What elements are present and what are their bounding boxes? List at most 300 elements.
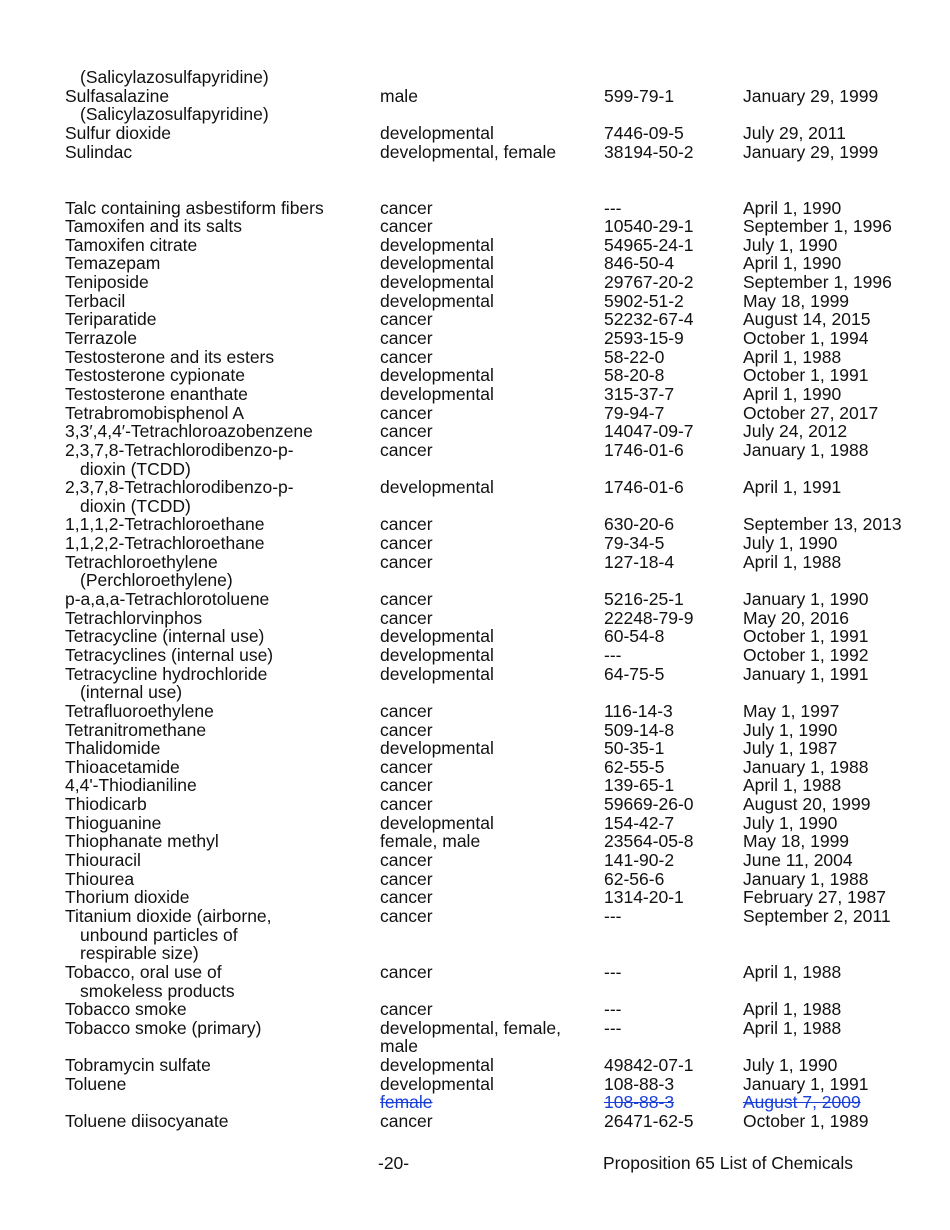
cas-number-cell (604, 553, 734, 572)
cas-number: 5216-25-1 (604, 589, 684, 610)
date-listed-cell (743, 217, 943, 236)
chemical-name-cell (65, 404, 370, 423)
toxicity-type-cell (380, 273, 595, 292)
date-listed: April 1, 1990 (743, 383, 842, 404)
table-row (0, 292, 950, 311)
cas-number: 49842-07-1 (604, 1055, 694, 1076)
cas-number-cell (604, 310, 734, 329)
toxicity-type: cancer (380, 533, 433, 554)
date-listed: January 1, 1991 (743, 663, 869, 684)
toxicity-type: cancer (380, 887, 433, 908)
table-row (0, 68, 950, 87)
toxicity-type: cancer (380, 197, 433, 218)
date-listed: September 13, 2013 (743, 514, 902, 535)
toxicity-type: male (380, 85, 418, 106)
chemical-name-cell (65, 721, 370, 740)
cas-number-cell (604, 963, 734, 982)
toxicity-type: female (380, 1092, 433, 1113)
table-row (0, 534, 950, 553)
toxicity-type-cell (380, 1000, 595, 1019)
date-listed-cell (743, 124, 943, 143)
chemical-name: Sulfasalazine (65, 85, 170, 106)
date-listed-cell (743, 273, 943, 292)
toxicity-type-cell (380, 907, 595, 926)
chemical-name-cell (65, 143, 370, 162)
date-listed-cell (743, 963, 943, 982)
date-listed: July 24, 2012 (743, 421, 848, 442)
date-listed: August 14, 2015 (743, 309, 871, 330)
toxicity-type: cancer (380, 589, 433, 610)
toxicity-type-cell (380, 143, 595, 162)
chemical-name-cell (65, 292, 370, 311)
chemical-name-cell (65, 478, 370, 515)
date-listed-cell (743, 609, 943, 628)
chemical-name: dioxin (TCDD) (80, 495, 191, 516)
date-listed: July 1, 1990 (743, 812, 838, 833)
cas-number: 59669-26-0 (604, 794, 694, 815)
chemical-name-cell (65, 199, 370, 218)
chemical-name: Temazepam (65, 253, 161, 274)
chemical-name-cell (65, 627, 370, 646)
chemical-name: Tamoxifen and its salts (65, 216, 243, 237)
chemical-name: Testosterone and its esters (65, 346, 275, 367)
chemical-name-cell (65, 609, 370, 628)
cas-number-cell (604, 515, 734, 534)
toxicity-type: cancer (380, 607, 433, 628)
toxicity-type: cancer (380, 719, 433, 740)
cas-number: 127-18-4 (604, 551, 675, 572)
chemical-name: Tetrachloroethylene (65, 551, 218, 572)
chemical-name: dioxin (TCDD) (80, 458, 191, 479)
chemical-name: smokeless products (80, 980, 235, 1001)
chemical-name: 1,1,2,2-Tetrachloroethane (65, 533, 265, 554)
cas-number: --- (604, 961, 622, 982)
chemical-name: Tobacco smoke (primary) (65, 1017, 262, 1038)
cas-number: 846-50-4 (604, 253, 675, 274)
chemical-name-cell (65, 124, 370, 143)
chemical-name: (Perchloroethylene) (80, 570, 233, 591)
toxicity-type: cancer (380, 309, 433, 330)
cas-number: 60-54-8 (604, 626, 665, 647)
date-listed: August 7, 2009 (743, 1092, 861, 1113)
toxicity-type-cell (380, 199, 595, 218)
cas-number-cell (604, 1112, 734, 1131)
chemical-name: Thiourea (65, 868, 135, 889)
cas-number-cell (604, 888, 734, 907)
date-listed: October 1, 1991 (743, 626, 869, 647)
table-row (0, 702, 950, 721)
cas-number: 29767-20-2 (604, 272, 694, 293)
cas-number: 599-79-1 (604, 85, 675, 106)
cas-number-cell (604, 758, 734, 777)
table-row (0, 310, 950, 329)
date-listed-cell (743, 478, 943, 497)
date-listed: October 1, 1992 (743, 644, 869, 665)
date-listed-cell (743, 721, 943, 740)
cas-number: 108-88-3 (604, 1092, 675, 1113)
date-listed: July 1, 1990 (743, 234, 838, 255)
cas-number: 509-14-8 (604, 719, 675, 740)
table-row (0, 851, 950, 870)
cas-number-cell (604, 87, 734, 106)
toxicity-type-cell (380, 366, 595, 385)
chemical-name-cell (65, 217, 370, 236)
table-row (0, 87, 950, 124)
chemical-name-cell (65, 832, 370, 851)
chemical-name: Thiodicarb (65, 794, 147, 815)
chemical-name-cell (65, 553, 370, 590)
date-listed-cell (743, 814, 943, 833)
date-listed-cell (743, 646, 943, 665)
date-listed: January 1, 1991 (743, 1073, 869, 1094)
toxicity-type: cancer (380, 905, 433, 926)
table-row (0, 888, 950, 907)
chemical-name: 2,3,7,8-Tetrachlorodibenzo-p- (65, 439, 294, 460)
date-listed-cell (743, 292, 943, 311)
date-listed: May 20, 2016 (743, 607, 850, 628)
toxicity-type-cell (380, 292, 595, 311)
date-listed: April 1, 1988 (743, 1017, 842, 1038)
cas-number-cell (604, 609, 734, 628)
date-listed-cell (743, 795, 943, 814)
date-listed-cell (743, 329, 943, 348)
date-listed-cell (743, 254, 943, 273)
toxicity-type-cell (380, 721, 595, 740)
toxicity-type-cell (380, 963, 595, 982)
chemical-name-cell (65, 590, 370, 609)
toxicity-type-cell (380, 665, 595, 684)
chemical-name: Tobacco smoke (65, 999, 187, 1020)
table-row (0, 254, 950, 273)
cas-number-cell (604, 422, 734, 441)
chemical-name-cell (65, 907, 370, 963)
chemical-name-cell (65, 236, 370, 255)
toxicity-type: developmental (380, 812, 494, 833)
toxicity-type: cancer (380, 346, 433, 367)
chemical-name: Thorium dioxide (65, 887, 190, 908)
table-row (0, 832, 950, 851)
chemical-name-cell (65, 963, 370, 1000)
date-listed-cell (743, 515, 943, 534)
toxicity-type: developmental (380, 477, 494, 498)
table-row (0, 273, 950, 292)
date-listed: April 1, 1991 (743, 477, 842, 498)
toxicity-type: cancer (380, 775, 433, 796)
table-row (0, 963, 950, 1000)
table-row (0, 739, 950, 758)
cas-number: 22248-79-9 (604, 607, 694, 628)
date-listed: January 1, 1990 (743, 589, 869, 610)
chemical-name-cell (65, 758, 370, 777)
cas-number-cell (604, 236, 734, 255)
toxicity-type: cancer (380, 868, 433, 889)
table-row (0, 422, 950, 441)
chemical-name-cell (65, 1075, 370, 1094)
cas-number-cell (604, 199, 734, 218)
table-row (0, 907, 950, 963)
toxicity-type: cancer (380, 328, 433, 348)
table-row (0, 515, 950, 534)
chemical-name: Sulindac (65, 141, 133, 162)
cas-number: 10540-29-1 (604, 216, 694, 237)
chemical-name: Toluene (65, 1073, 127, 1094)
cas-number: --- (604, 999, 622, 1020)
toxicity-type: developmental (380, 365, 494, 386)
date-listed: April 1, 1988 (743, 551, 842, 572)
date-listed-cell (743, 907, 943, 926)
table-row (0, 609, 950, 628)
chemical-name-cell (65, 776, 370, 795)
chemical-name-cell (65, 68, 370, 87)
toxicity-type-cell (380, 515, 595, 534)
chemical-name-cell (65, 515, 370, 534)
chemical-name: Teriparatide (65, 309, 157, 330)
date-listed-cell (743, 739, 943, 758)
cas-number: 7446-09-5 (604, 122, 684, 143)
chemical-name: Tobacco, oral use of (65, 961, 222, 982)
toxicity-type-cell (380, 217, 595, 236)
date-listed-cell (743, 776, 943, 795)
date-listed-cell (743, 851, 943, 870)
date-listed-cell (743, 758, 943, 777)
chemical-name: Terbacil (65, 290, 126, 311)
cas-number-cell (604, 1075, 734, 1112)
chemical-name: (Salicylazosulfapyridine) (80, 67, 269, 87)
chemical-name: p-a,a,a-Tetrachlorotoluene (65, 589, 270, 610)
table-row (0, 441, 950, 478)
chemical-name-cell (65, 851, 370, 870)
chemical-name-cell (65, 1000, 370, 1019)
date-listed: April 1, 1988 (743, 999, 842, 1020)
chemical-name: Sulfur dioxide (65, 122, 172, 143)
chemical-name-cell (65, 422, 370, 441)
chemical-name-cell (65, 1019, 370, 1038)
date-listed: April 1, 1990 (743, 253, 842, 274)
date-listed: April 1, 1988 (743, 346, 842, 367)
toxicity-type: developmental (380, 253, 494, 274)
date-listed: July 1, 1990 (743, 1055, 838, 1076)
chemical-name: Tetracycline (internal use) (65, 626, 265, 647)
date-listed-cell (743, 888, 943, 907)
toxicity-type-cell (380, 1075, 595, 1112)
chemical-name: (internal use) (80, 682, 183, 703)
table-row (0, 348, 950, 367)
cas-number: 1314-20-1 (604, 887, 684, 908)
table-row (0, 1112, 950, 1131)
toxicity-type: developmental (380, 272, 494, 293)
date-listed: October 1, 1994 (743, 328, 869, 348)
toxicity-type-cell (380, 441, 595, 460)
toxicity-type-cell (380, 739, 595, 758)
date-listed-cell (743, 310, 943, 329)
chemical-name: Tobramycin sulfate (65, 1055, 211, 1076)
cas-number: 14047-09-7 (604, 421, 694, 442)
toxicity-type-cell (380, 1112, 595, 1131)
date-listed: May 1, 1997 (743, 700, 840, 721)
table-row (0, 870, 950, 889)
cas-number: --- (604, 644, 622, 665)
date-listed: October 27, 2017 (743, 402, 879, 423)
table-row (0, 795, 950, 814)
toxicity-type: cancer (380, 700, 433, 721)
date-listed: May 18, 1999 (743, 831, 850, 852)
table-row (0, 478, 950, 515)
chemical-name: Testosterone enanthate (65, 383, 248, 404)
chemical-name-cell (65, 441, 370, 478)
date-listed-cell (743, 1019, 943, 1038)
date-listed: April 1, 1990 (743, 197, 842, 218)
cas-number-cell (604, 721, 734, 740)
cas-number-cell (604, 124, 734, 143)
chemical-name: Thioguanine (65, 812, 162, 833)
cas-number-cell (604, 832, 734, 851)
cas-number-cell (604, 404, 734, 423)
table-row (0, 236, 950, 255)
table-row (0, 404, 950, 423)
cas-number-cell (604, 366, 734, 385)
cas-number-cell (604, 534, 734, 553)
table-row (0, 385, 950, 404)
toxicity-type-cell (380, 590, 595, 609)
chemical-name-cell (65, 795, 370, 814)
chemical-name: Tetracycline hydrochloride (65, 663, 268, 684)
toxicity-type: cancer (380, 794, 433, 815)
cas-number-cell (604, 795, 734, 814)
toxicity-type-cell (380, 851, 595, 870)
cas-number-cell (604, 348, 734, 367)
cas-number: 38194-50-2 (604, 141, 694, 162)
chemical-name: Thalidomide (65, 738, 161, 759)
toxicity-type: developmental (380, 290, 494, 311)
cas-number: 139-65-1 (604, 775, 675, 796)
cas-number: 26471-62-5 (604, 1111, 694, 1132)
toxicity-type-cell (380, 534, 595, 553)
date-listed-cell (743, 832, 943, 851)
date-listed: January 1, 1988 (743, 868, 869, 889)
date-listed-cell (743, 87, 943, 106)
date-listed-cell (743, 1056, 943, 1075)
date-listed-cell (743, 590, 943, 609)
cas-number-cell (604, 646, 734, 665)
date-listed: June 11, 2004 (743, 850, 853, 870)
date-listed: July 1, 1990 (743, 719, 838, 740)
table-row (0, 1056, 950, 1075)
cas-number-cell (604, 217, 734, 236)
date-listed-cell (743, 870, 943, 889)
toxicity-type-cell (380, 758, 595, 777)
date-listed-cell (743, 702, 943, 721)
toxicity-type-cell (380, 329, 595, 348)
toxicity-type-cell (380, 422, 595, 441)
date-listed-cell (743, 236, 943, 255)
toxicity-type-cell (380, 1019, 595, 1056)
chemical-name: Tetranitromethane (65, 719, 207, 740)
table-row (0, 665, 950, 702)
cas-number-cell (604, 739, 734, 758)
chemical-name-cell (65, 870, 370, 889)
table-row (0, 590, 950, 609)
toxicity-type-cell (380, 124, 595, 143)
toxicity-type-cell (380, 236, 595, 255)
cas-number: 5902-51-2 (604, 290, 684, 311)
date-listed-cell (743, 441, 943, 460)
chemical-name-cell (65, 702, 370, 721)
cas-number: 54965-24-1 (604, 234, 694, 255)
table-row (0, 553, 950, 590)
date-listed: September 2, 2011 (743, 905, 891, 926)
date-listed-cell (743, 665, 943, 684)
date-listed: January 1, 1988 (743, 439, 869, 460)
cas-number: --- (604, 197, 622, 218)
toxicity-type-cell (380, 348, 595, 367)
toxicity-type-cell (380, 888, 595, 907)
table-row (0, 646, 950, 665)
chemical-name-cell (65, 534, 370, 553)
date-listed: September 1, 1996 (743, 272, 892, 293)
toxicity-type-cell (380, 254, 595, 273)
chemical-list-table (0, 68, 950, 1131)
chemical-name: unbound particles of (80, 924, 238, 945)
toxicity-type: cancer (380, 551, 433, 572)
chemical-name-cell (65, 1112, 370, 1131)
date-listed-cell (743, 553, 943, 572)
cas-number: 1746-01-6 (604, 439, 684, 460)
table-row (0, 329, 950, 348)
cas-number: 50-35-1 (604, 738, 665, 759)
cas-number: --- (604, 905, 622, 926)
document-title: Proposition 65 List of Chemicals (603, 1153, 853, 1173)
page-number: -20- (378, 1153, 410, 1173)
date-listed: January 29, 1999 (743, 85, 879, 106)
toxicity-type: developmental (380, 738, 494, 759)
chemical-name: Tetrafluoroethylene (65, 700, 214, 721)
chemical-name-cell (65, 888, 370, 907)
toxicity-type: cancer (380, 421, 433, 442)
date-listed: July 1, 1987 (743, 738, 838, 759)
cas-number: 154-42-7 (604, 812, 675, 833)
date-listed-cell (743, 143, 943, 162)
cas-number: 79-34-5 (604, 533, 665, 554)
date-listed: July 29, 2011 (743, 122, 846, 143)
table-row (0, 366, 950, 385)
toxicity-type-cell (380, 385, 595, 404)
toxicity-type-cell (380, 553, 595, 572)
row-spacer (0, 161, 950, 198)
toxicity-type-cell (380, 795, 595, 814)
toxicity-type: cancer (380, 850, 433, 870)
date-listed-cell (743, 534, 943, 553)
cas-number-cell (604, 478, 734, 497)
toxicity-type-cell (380, 310, 595, 329)
toxicity-type-cell (380, 1056, 595, 1075)
date-listed: October 1, 1989 (743, 1111, 869, 1132)
date-listed: January 29, 1999 (743, 141, 879, 162)
toxicity-type: cancer (380, 1111, 433, 1132)
date-listed-cell (743, 1112, 943, 1131)
toxicity-type: cancer (380, 961, 433, 982)
table-row (0, 143, 950, 162)
chemical-name: Testosterone cypionate (65, 365, 245, 386)
table-row (0, 721, 950, 740)
toxicity-type-cell (380, 87, 595, 106)
toxicity-type-cell (380, 776, 595, 795)
date-listed-cell (743, 348, 943, 367)
toxicity-type: developmental (380, 626, 494, 647)
cas-number: 315-37-7 (604, 383, 675, 404)
cas-number: 64-75-5 (604, 663, 665, 684)
chemical-name-cell (65, 739, 370, 758)
date-listed: April 1, 1988 (743, 775, 842, 796)
